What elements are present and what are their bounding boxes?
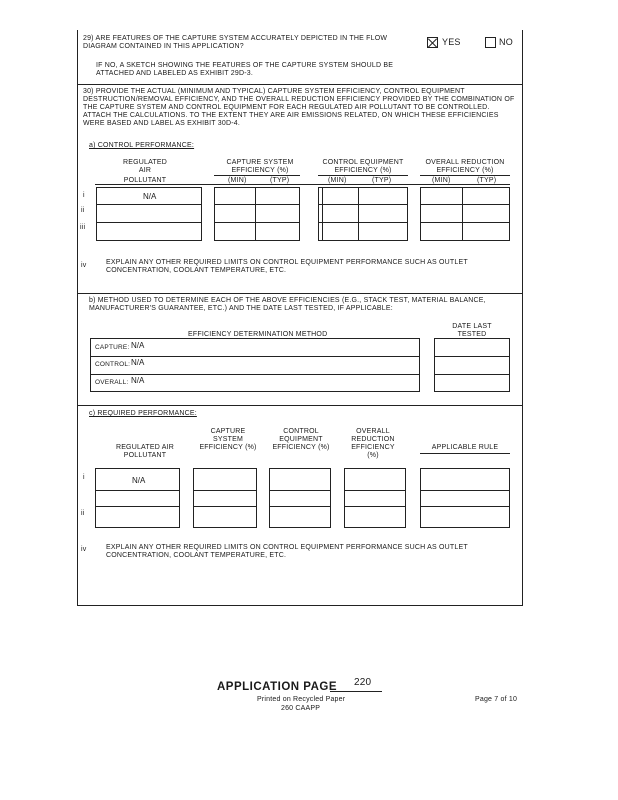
req-capture-grid[interactable] (193, 468, 257, 528)
control-performance-heading: a) CONTROL PERFORMANCE: (89, 142, 195, 149)
control-method-value: N/A (131, 358, 145, 367)
divider (77, 293, 523, 294)
q29-note: IF NO, A SKETCH SHOWING THE FEATURES OF THE CAPTURE SYSTEM SHOULD BE ATTACHED AND LABELED AS EXHIBIT 29D-3. (96, 62, 394, 77)
req-col-pollutant-1: REGULATED AIR (115, 444, 175, 451)
page-of-label: Page 7 of 10 (475, 696, 518, 703)
row-label-iii: iii (80, 224, 86, 231)
explain-limits-c: EXPLAIN ANY OTHER REQUIRED LIMITS ON CONTROL EQUIPMENT PERFORMANCE SUCH AS OUTLET CONCENTRATION, COOLANT TEMPERATURE, ETC. (106, 544, 468, 559)
application-page-number: 220 (354, 677, 372, 688)
capture-grid[interactable] (214, 187, 300, 241)
col-control: CONTROL EQUIPMENT EFFICIENCY (%) (322, 159, 404, 174)
page-frame-bottom (77, 605, 523, 606)
control-label: CONTROL: (95, 361, 131, 368)
row-label-iv: iv (81, 262, 87, 269)
col-pollutant-3: POLLUTANT (123, 177, 167, 184)
req-pollutant-i-value: N/A (132, 476, 146, 485)
typ-label: (TYP) (477, 177, 497, 184)
overall-method-value: N/A (131, 376, 145, 385)
divider (77, 84, 523, 85)
req-col-overall-3: EFFICIENCY (351, 444, 395, 451)
req-col-control-1: CONTROL (283, 428, 319, 435)
form-number: 260 CAAPP (281, 705, 321, 712)
req-overall-grid[interactable] (344, 468, 406, 528)
row-label-i: i (83, 192, 85, 199)
col-pollutant-2: AIR (138, 167, 152, 174)
req-rule-grid[interactable] (420, 468, 510, 528)
req-col-overall-1: OVERALL (356, 428, 390, 435)
no-checkbox[interactable] (485, 37, 496, 48)
req-col-capture-2: SYSTEM (213, 436, 243, 443)
date-last-label-2: TESTED (457, 331, 487, 338)
capture-method-value: N/A (131, 341, 145, 350)
overall-grid[interactable] (420, 187, 510, 241)
page-frame-right (522, 30, 523, 605)
min-label: (MIN) (228, 177, 247, 184)
req-col-pollutant-2: POLLUTANT (123, 452, 167, 459)
req-row-label-iv: iv (81, 546, 87, 553)
req-row-label-ii: ii (81, 510, 85, 517)
min-label: (MIN) (328, 177, 347, 184)
pollutant-i-value: N/A (143, 192, 157, 201)
method-question: b) METHOD USED TO DETERMINE EACH OF THE ABOVE EFFICIENCIES (E.G., STACK TEST, MATERIAL BALANCE, MANUFACTURER'S GUARANTEE, ETC.) AND THE DATE LAST TESTED, IF APPLICABLE: (89, 297, 486, 312)
capture-label: CAPTURE: (95, 344, 130, 351)
application-page-title: APPLICATION PAGE (217, 681, 338, 693)
req-col-capture-1: CAPTURE (210, 428, 246, 435)
col-overall: OVERALL REDUCTION EFFICIENCY (%) (425, 159, 505, 174)
required-performance-heading: c) REQUIRED PERFORMANCE: (89, 410, 197, 417)
col-pollutant-1: REGULATED (122, 159, 168, 166)
page-frame-left (77, 30, 78, 605)
typ-label: (TYP) (270, 177, 290, 184)
printed-on-recycled: Printed on Recycled Paper (257, 696, 346, 703)
yes-label: YES (442, 37, 461, 47)
req-row-label-i: i (83, 474, 85, 481)
divider (77, 405, 523, 406)
row-label-ii: ii (81, 207, 85, 214)
req-control-grid[interactable] (269, 468, 331, 528)
q29-question: 29) ARE FEATURES OF THE CAPTURE SYSTEM ACCURATELY DEPICTED IN THE FLOW DIAGRAM CONTAINED IN THIS APPLICATION? (83, 35, 388, 50)
yes-checkbox[interactable] (427, 37, 438, 48)
no-label: NO (499, 37, 513, 47)
req-col-overall-4: (%) (367, 452, 379, 459)
q30-question: 30) PROVIDE THE ACTUAL (MINIMUM AND TYPICAL) CAPTURE SYSTEM EFFICIENCY, CONTROL EQUIPMENT DESTRUCTION/REMOVAL EFFICIENCY, AND THE OVERALL REDUCTION EFFICIENCY PROVIDED BY THE COMBINATION OF THE CAPTURE SYSTEM AND CONTROL EQUIPMENT FOR EACH REGULATED AIR POLLUTANT TO BE CONTROLLED. ATTACH THE CALCULATIONS. TO THE EXTENT THEY ARE AIR EMISSIONS RELATED, ON WHICH THESE EFFICIENCIES WERE BASED AND LABEL AS EXHIBIT 30D-4. (83, 88, 515, 127)
date-grid[interactable] (434, 338, 510, 392)
date-last-label-1: DATE LAST (452, 323, 492, 330)
control-grid[interactable] (318, 187, 408, 241)
req-col-overall-2: REDUCTION (351, 436, 395, 443)
col-capture: CAPTURE SYSTEM EFFICIENCY (%) (226, 159, 294, 174)
req-col-control-2: EQUIPMENT (279, 436, 323, 443)
explain-limits-a: EXPLAIN ANY OTHER REQUIRED LIMITS ON CONTROL EQUIPMENT PERFORMANCE SUCH AS OUTLET CONCENTRATION, COOLANT TEMPERATURE, ETC. (106, 259, 468, 274)
overall-label: OVERALL: (95, 379, 129, 386)
req-col-capture-3: EFFICIENCY (%) (199, 444, 257, 451)
typ-label: (TYP) (372, 177, 392, 184)
min-label: (MIN) (432, 177, 451, 184)
req-col-rule: APPLICABLE RULE (431, 444, 499, 451)
method-column-header: EFFICIENCY DETERMINATION METHOD (188, 331, 328, 338)
req-col-control-3: EFFICIENCY (%) (272, 444, 330, 451)
